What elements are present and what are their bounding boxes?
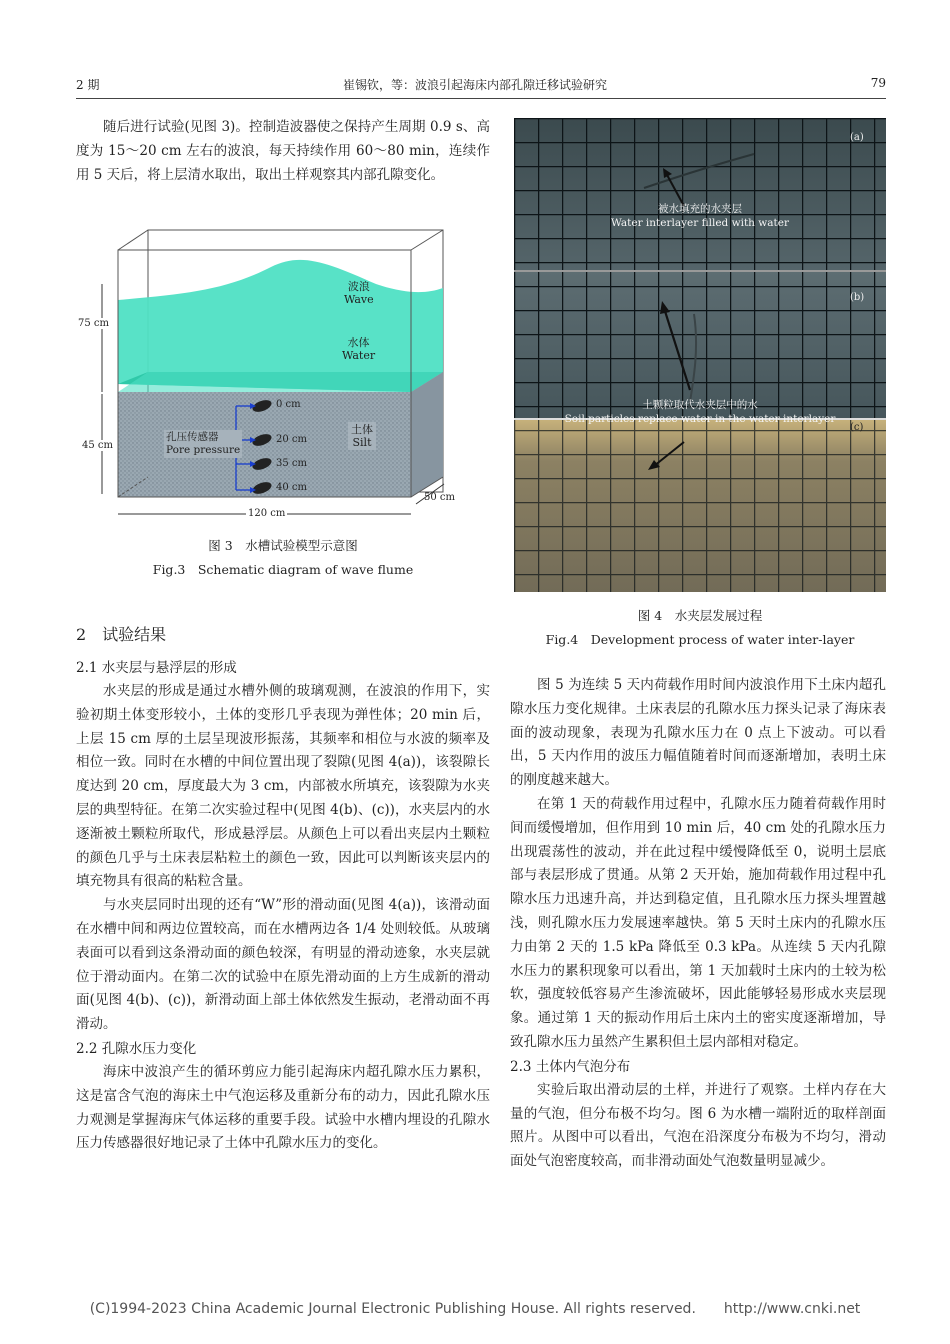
header-rule [76, 98, 886, 99]
depth-50-label: 50 cm [424, 492, 455, 503]
panel-c-label: (c) [850, 422, 864, 433]
figure-3 [76, 222, 490, 582]
height-45-label: 45 cm [82, 440, 113, 451]
subsection-2-3-title: 2.3 土体内气泡分布 [510, 1058, 631, 1075]
figure-4-caption-cn: 图 4 水夹层发展过程 [637, 608, 763, 623]
silt-label: 土体 Silt [348, 422, 376, 450]
paragraph-day1: 在第 1 天的荷载作用过程中，孔隙水压力随着荷载作用时间而缓慢增加，但作用到 10 min 后，40 cm 处的孔隙水压力出现震荡性的波动，并在此过程中缓慢降低至 0，说明土层底部与表层形成了贯通。从第 2 天开始，施加荷载作用过程中孔隙水压力迅速升高，并达到稳定值，且孔隙水压力探头埋置越浅，则孔隙水压力发展速率越快。第 5 天时土床内的孔隙水压力由第 2 天的 1.5 kPa 降低至 0.3 kPa。从连续 5 天内孔隙水压力的累积现象可以看出，第 1 天加载时土床内的土较为松软，强度较低容易产生渗流破坏，因此能够轻易形成水夹层现象。通过第 1 天的振动作用后土床内土的密实度逐渐增加，导致孔隙水压力虽然产生累积但土层内部相对稳定。 [510, 795, 886, 1050]
panel-b-label: (b) [850, 292, 865, 303]
figure-4-caption-en: Fig.4 Development process of water inter-layer [545, 632, 855, 647]
header-page-number: 79 [870, 76, 886, 90]
depth-35-label: 35 cm [276, 458, 307, 469]
intro-paragraph: 随后进行试验(见图 3)。控制造波器使之保持产生周期 0.9 s、高度为 15～20 cm 左右的波浪，每天持续作用 60～80 min，连续作用 5 天后，将上层清水取出，取出土样观察其内部孔隙变化。 [76, 119, 490, 183]
paragraph-fig5: 图 5 为连续 5 天内荷载作用时间内波浪作用下土床内超孔隙水压力变化规律。土床表层的孔隙水压力探头记录了海床表面的波动现象，表现为孔隙水压力在 0 点上下波动。可以看出，5 天内作用的波压力幅值随着时间而逐渐增加，表明土床的刚度越来越大。 [510, 677, 886, 789]
depth-20-label: 20 cm [276, 434, 307, 445]
header-title: 崔锡钦，等：波浪引起海床内部孔隙迁移试验研究 [342, 78, 607, 92]
wave-flume-diagram [76, 222, 490, 522]
depth-0-label: 0 cm [276, 399, 301, 410]
paragraph-2-3: 实验后取出滑动层的土样，并进行了观察。土样内存在大量的气泡，但分布极不均匀。图 6 为水槽一端附近的取样剖面照片。从图中可以看出，气泡在沿深度分布极为不均匀，滑动面处气泡密度较高，而非滑动面处气泡数量明显减少。 [510, 1081, 886, 1170]
subsection-2-1-title: 2.1 水夹层与悬浮层的形成 [76, 660, 237, 676]
left-body [76, 616, 490, 1156]
figure-3-caption-en: Fig.3 Schematic diagram of wave flume [152, 562, 414, 577]
copyright-footer: (C)1994-2023 China Academic Journal Electronic Publishing House. All rights reserved. http://www.cnki.net [89, 1301, 861, 1317]
water-label: 水体 Water [342, 336, 376, 362]
silt-side [411, 372, 443, 497]
figure-4-photo [514, 118, 886, 592]
panel-a-label: (a) [850, 132, 864, 143]
paragraph-2-2: 海床中波浪产生的循环剪应力能引起海床内超孔隙水压力累积，这是富含气泡的海床土中气泡运移及重新分布的动力，因此孔隙水压力观测是掌握海床气体运移的重要手段。试验中水槽内埋设的孔隙水压力传感器很好地记录了土体中孔隙水压力的变化。 [76, 1063, 490, 1152]
subsection-2-2-title: 2.2 孔隙水压力变化 [76, 1040, 197, 1057]
section-title: 2 试验结果 [76, 625, 167, 644]
paragraph-2-1-b: 与水夹层同时出现的还有“W”形的滑动面(见图 4(a))，该滑动面在水槽中间和两边位置较高，而在水槽两边各 1/4 处则较低。从玻璃表面可以看到这条滑动面的颜色较深，有明显的滑动迹象，水夹层就位于滑动面内。在第二次的试验中在原先滑动面的上方生成新的滑动面(见图 4(b)、(c))，新滑动面上部土体依然发生振动，老滑动面不再滑动。 [76, 897, 490, 1033]
label-b: 土颗粒取代水夹层中的水 Soil particles replace water in the water interlayer [564, 399, 836, 425]
figure-3-caption-cn: 图 3 水槽试验模型示意图 [208, 538, 358, 553]
sensor-label: 孔压传感器 Pore pressure [166, 431, 241, 456]
header-issue: 2 期 [76, 78, 100, 92]
wave-label: 波浪 Wave [344, 280, 374, 306]
height-75-label: 75 cm [78, 318, 109, 329]
depth-40-label: 40 cm [276, 482, 307, 493]
right-body [510, 674, 886, 1174]
paragraph-2-1-a: 水夹层的形成是通过水槽外侧的玻璃观测，在波浪的作用下，实验初期土体变形较小，土体的变形几乎表现为弹性体；20 min 后，上层 15 cm 厚的土层呈现波形振荡，其频率和相位与水波的频率及相位一致。同时在水槽的中间位置出现了裂隙(见图 4(a))，该裂隙长度达到 20 cm，厚度最大为 3 cm，内部被水所填充，该裂隙为水夹层的典型特征。在第二次实验过程中(见图 4(b)、(c))，水夹层内的水逐渐被土颗粒所取代，形成悬浮层。从颜色上可以看出夹层内土颗粒的颜色几乎与土床表层粘粒土的颜色一致，因此可以判断该夹层内的填充物具有很高的粘粒含量。 [76, 683, 490, 890]
label-a: 被水填充的水夹层 Water interlayer filled with water [611, 203, 789, 229]
width-120-label: 120 cm [248, 508, 286, 519]
left-intro [76, 116, 490, 187]
photo-background [514, 118, 886, 592]
